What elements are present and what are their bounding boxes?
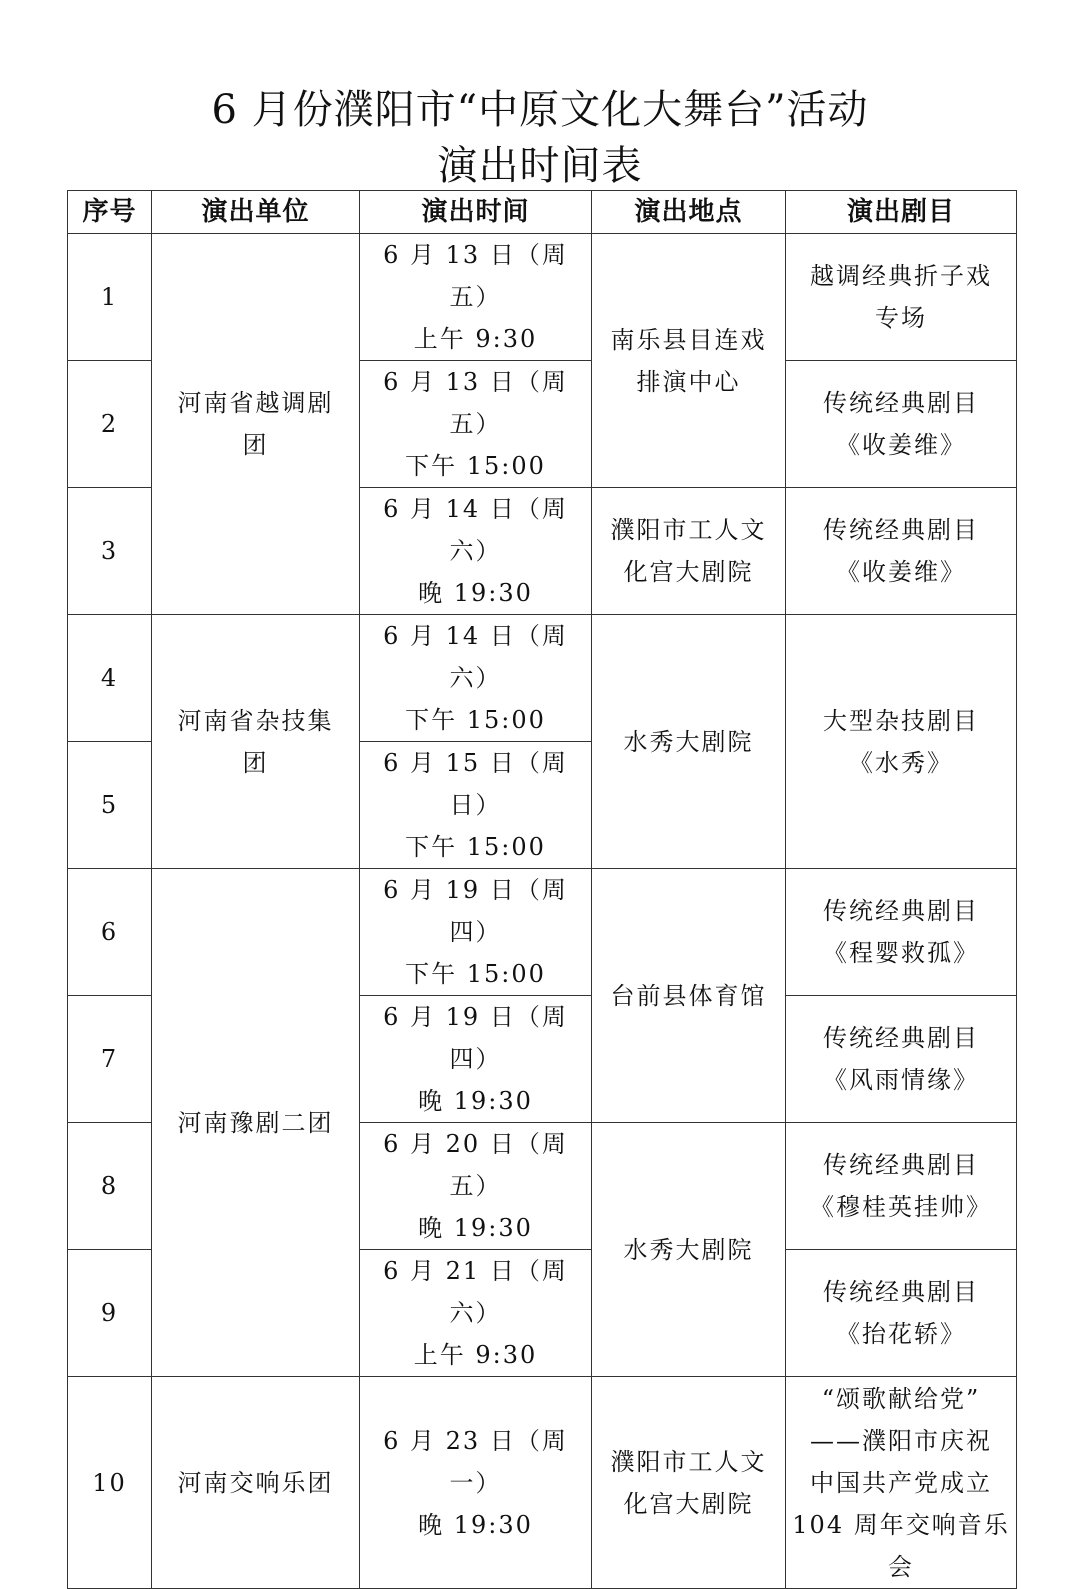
header-unit: 演出单位 (152, 191, 360, 234)
program-cell (786, 488, 1017, 615)
venue-line: 化宫大剧院 (623, 558, 754, 586)
program-line: 专场 (875, 304, 927, 332)
row-index: 9 (68, 1250, 152, 1377)
row-index: 10 (68, 1377, 152, 1589)
program-cell (786, 996, 1017, 1123)
header-index: 序号 (68, 191, 152, 234)
time-cell (360, 869, 592, 996)
program-line: 传统经典剧目 (823, 1151, 979, 1179)
program-line: 《程婴救孤》 (823, 939, 979, 967)
unit-line: 团 (242, 748, 269, 777)
time-hour: 上午 9:30 (413, 325, 538, 353)
venue-line: 排演中心 (636, 367, 741, 396)
program-line: 《穆桂英挂帅》 (810, 1193, 992, 1221)
time-date: 6 月 19 日（周四） (383, 876, 568, 946)
program-line: ——濮阳市庆祝 (810, 1426, 992, 1455)
program-cell (786, 361, 1017, 488)
program-cell (786, 869, 1017, 996)
program-line: 传统经典剧目 (823, 897, 979, 925)
venue-line: 濮阳市工人文 (610, 1447, 767, 1476)
program-line: 《水秀》 (849, 748, 953, 777)
venue-cell (592, 488, 786, 615)
header-program: 演出剧目 (786, 191, 1017, 234)
row-index: 4 (68, 615, 152, 742)
program-line: 《抬花轿》 (836, 1320, 966, 1348)
time-date: 6 月 23 日（周一） (383, 1426, 568, 1497)
unit-line: 河南省杂技集 (177, 706, 334, 735)
unit-cell: 河南豫剧二团 (152, 869, 360, 1377)
time-cell (360, 1377, 592, 1589)
time-cell (360, 615, 592, 742)
program-line: 越调经典折子戏 (810, 262, 992, 290)
unit-cell: 河南交响乐团 (152, 1377, 360, 1589)
time-hour: 晚 19:30 (418, 1214, 533, 1242)
time-cell (360, 361, 592, 488)
time-hour: 上午 9:30 (413, 1341, 538, 1369)
time-cell (360, 1123, 592, 1250)
time-cell (360, 488, 592, 615)
unit-line: 团 (242, 431, 269, 459)
time-date: 6 月 13 日（周五） (383, 368, 568, 438)
table-row (68, 869, 1017, 996)
program-line: 中国共产党成立 (810, 1468, 992, 1497)
time-cell (360, 234, 592, 361)
table-row (68, 1377, 1017, 1589)
program-line: 《收姜维》 (836, 431, 966, 459)
time-hour: 晚 19:30 (418, 579, 533, 607)
program-line: 104 周年交响音乐 (792, 1510, 1010, 1539)
program-cell (786, 1250, 1017, 1377)
venue-cell: 水秀大剧院 (592, 1123, 786, 1377)
row-index: 5 (68, 742, 152, 869)
program-line: 《风雨情缘》 (823, 1066, 979, 1094)
venue-line: 南乐县目连戏 (610, 325, 767, 354)
time-hour: 下午 15:00 (405, 833, 546, 861)
time-hour: 下午 15:00 (405, 960, 546, 988)
table-header-row (68, 191, 1017, 234)
program-line: 大型杂技剧目 (823, 706, 979, 735)
time-date: 6 月 13 日（周五） (383, 241, 568, 311)
time-hour: 晚 19:30 (418, 1510, 533, 1539)
unit-cell (152, 234, 360, 615)
time-hour: 下午 15:00 (405, 452, 546, 480)
program-line: 传统经典剧目 (823, 1278, 979, 1306)
page-title-line-1: 6 月份濮阳市“中原文化大舞台”活动 (211, 87, 869, 133)
row-index: 8 (68, 1123, 152, 1250)
row-index: 7 (68, 996, 152, 1123)
unit-cell (152, 615, 360, 869)
unit-line: 河南省越调剧 (177, 389, 334, 417)
table-row (68, 234, 1017, 361)
row-index: 6 (68, 869, 152, 996)
program-line: 传统经典剧目 (823, 1024, 979, 1052)
time-cell (360, 996, 592, 1123)
time-date: 6 月 19 日（周四） (383, 1003, 568, 1073)
performance-schedule-table (67, 190, 1017, 1589)
program-cell (786, 615, 1017, 869)
header-time: 演出时间 (360, 191, 592, 234)
row-index: 1 (68, 234, 152, 361)
program-cell (786, 234, 1017, 361)
time-date: 6 月 20 日（周五） (383, 1130, 568, 1200)
time-hour: 晚 19:30 (418, 1087, 533, 1115)
time-cell (360, 1250, 592, 1377)
venue-line: 化宫大剧院 (623, 1489, 754, 1518)
program-line: 《收姜维》 (836, 558, 966, 586)
page-title-line-2: 演出时间表 (437, 143, 643, 189)
row-index: 3 (68, 488, 152, 615)
table-row (68, 615, 1017, 742)
time-hour: 下午 15:00 (405, 706, 546, 734)
time-date: 6 月 14 日（周六） (383, 622, 568, 692)
venue-cell (592, 1377, 786, 1589)
program-cell (786, 1377, 1017, 1589)
venue-line: 濮阳市工人文 (610, 516, 767, 544)
program-line: 传统经典剧目 (823, 389, 979, 417)
row-index: 2 (68, 361, 152, 488)
venue-cell: 水秀大剧院 (592, 615, 786, 869)
time-date: 6 月 21 日（周六） (383, 1257, 568, 1327)
time-date: 6 月 15 日（周日） (383, 749, 568, 819)
program-cell (786, 1123, 1017, 1250)
time-cell (360, 742, 592, 869)
time-date: 6 月 14 日（周六） (383, 495, 568, 565)
program-line: “颂歌献给党” (821, 1384, 981, 1413)
venue-cell: 台前县体育馆 (592, 869, 786, 1123)
program-line: 会 (888, 1552, 914, 1581)
venue-cell (592, 234, 786, 488)
header-venue: 演出地点 (592, 191, 786, 234)
program-line: 传统经典剧目 (823, 516, 979, 544)
